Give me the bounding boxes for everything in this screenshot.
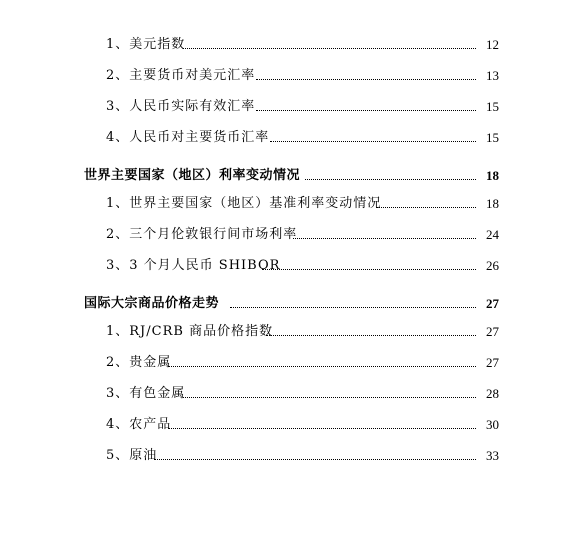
toc-entry-title: 4、农产品 xyxy=(106,417,172,432)
toc-entry[interactable] xyxy=(0,194,580,214)
toc-entry-title: 1、美元指数 xyxy=(106,37,186,52)
toc-entry[interactable] xyxy=(0,35,580,55)
toc-page-number: 27 xyxy=(486,355,499,370)
toc-entry[interactable] xyxy=(0,415,580,435)
toc-page-number: 18 xyxy=(486,168,499,183)
toc-leader-dots xyxy=(305,179,476,180)
toc-leader-dots xyxy=(183,48,476,49)
toc-page-number: 26 xyxy=(486,258,499,273)
toc-page-number: 15 xyxy=(486,99,499,114)
toc-section-title: 世界主要国家（地区）利率变动情况 xyxy=(84,168,301,183)
toc-page-number: 28 xyxy=(486,386,499,401)
toc-leader-dots xyxy=(256,110,476,111)
toc-section-title: 国际大宗商品价格走势 xyxy=(84,296,220,311)
toc-leader-dots xyxy=(168,366,476,367)
toc-leader-dots xyxy=(168,428,476,429)
toc-page-number: 24 xyxy=(486,227,499,242)
toc-entry-title: 1、世界主要国家（地区）基准利率变动情况 xyxy=(106,196,382,211)
toc-page-number: 33 xyxy=(486,448,499,463)
toc-entry-title: 1、RJ/CRB 商品价格指数 xyxy=(106,324,274,339)
toc-entry-title: 3、3 个月人民币 SHIBOR xyxy=(106,258,281,273)
toc-section-heading[interactable] xyxy=(0,166,580,186)
toc-page-number: 27 xyxy=(486,296,499,311)
toc-page-number: 27 xyxy=(486,324,499,339)
toc-entry[interactable] xyxy=(0,66,580,86)
toc-section-heading[interactable] xyxy=(0,294,580,314)
toc-leader-dots xyxy=(262,269,476,270)
toc-entry[interactable] xyxy=(0,322,580,342)
toc-page-number: 30 xyxy=(486,417,499,432)
toc-leader-dots xyxy=(154,459,476,460)
toc-leader-dots xyxy=(293,238,476,239)
toc-entry-title: 3、有色金属 xyxy=(106,386,186,401)
toc-entry[interactable] xyxy=(0,446,580,466)
toc-leader-dots xyxy=(183,397,476,398)
toc-leader-dots xyxy=(266,335,476,336)
toc-leader-dots xyxy=(376,207,476,208)
toc-page-number: 12 xyxy=(486,37,499,52)
toc-entry[interactable] xyxy=(0,225,580,245)
toc-page-number: 18 xyxy=(486,196,499,211)
toc-entry[interactable] xyxy=(0,97,580,117)
toc-leader-dots xyxy=(270,141,476,142)
toc-entry[interactable] xyxy=(0,384,580,404)
toc-entry[interactable] xyxy=(0,128,580,148)
toc-entry[interactable] xyxy=(0,256,580,276)
toc-page-number: 15 xyxy=(486,130,499,145)
toc-leader-dots xyxy=(256,79,476,80)
toc-leader-dots xyxy=(230,307,476,308)
toc-entry-title: 5、原油 xyxy=(106,448,158,463)
toc-page-number: 13 xyxy=(486,68,499,83)
toc-entry-title: 2、主要货币对美元汇率 xyxy=(106,68,256,83)
toc-entry-title: 2、三个月伦敦银行间市场利率 xyxy=(106,227,298,242)
toc-entry[interactable] xyxy=(0,353,580,373)
toc-entry-title: 3、人民币实际有效汇率 xyxy=(106,99,256,114)
toc-entry-title: 2、贵金属 xyxy=(106,355,172,370)
toc-entry-title: 4、人民币对主要货币汇率 xyxy=(106,130,270,145)
